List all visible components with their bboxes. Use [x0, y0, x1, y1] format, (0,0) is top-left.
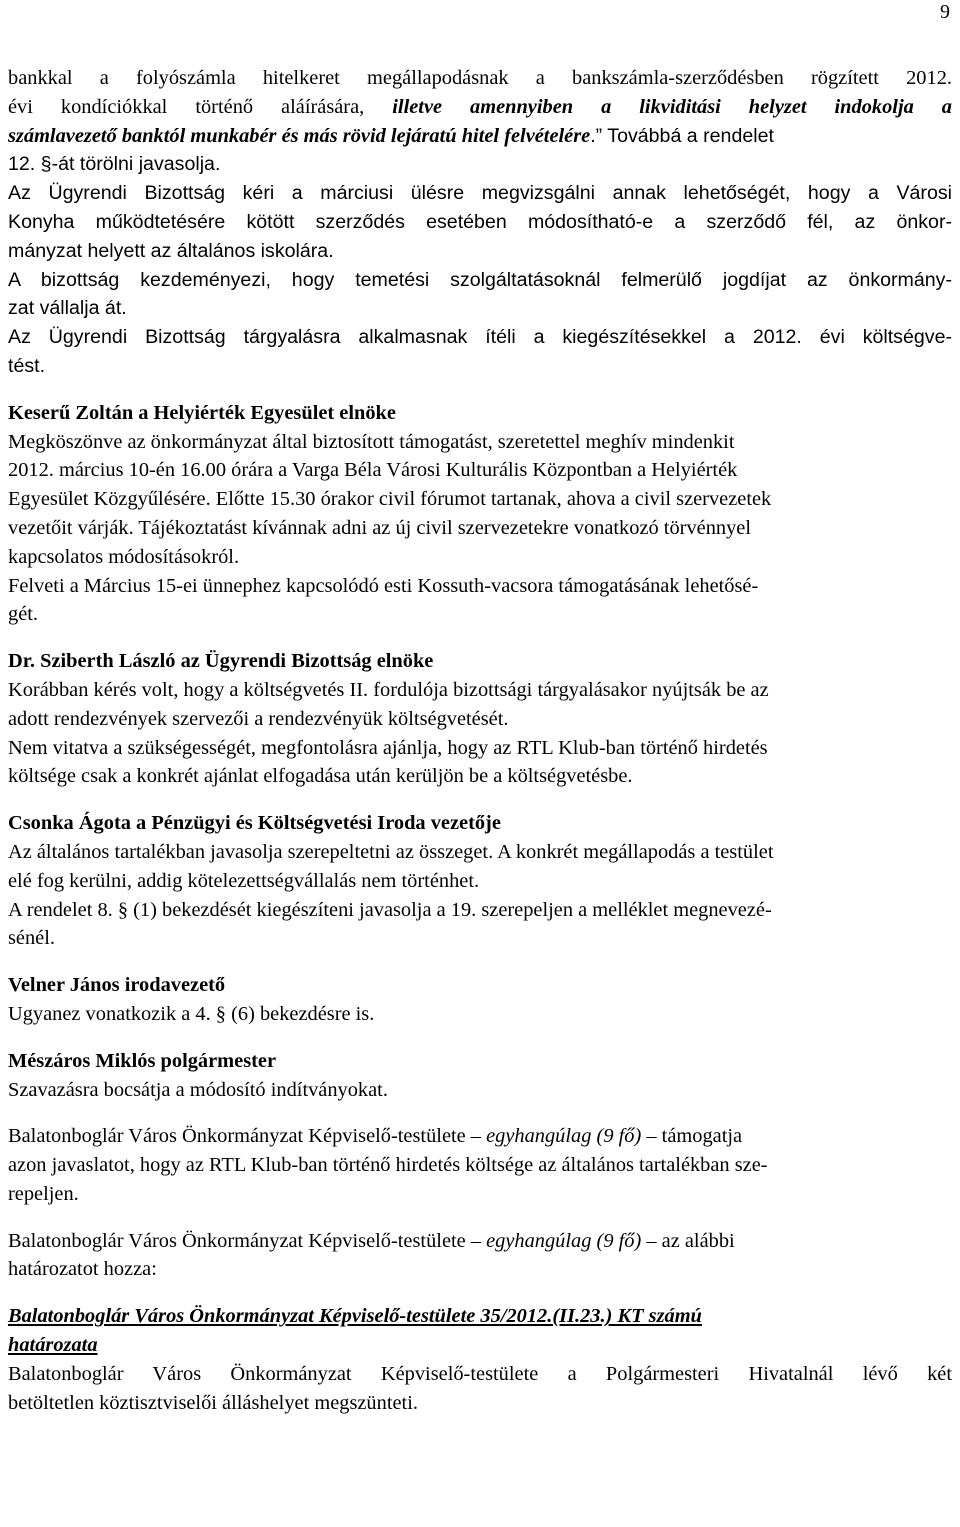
text-span: .” Továbbá a rendelet [590, 124, 774, 147]
italic-span: egyhangúlag (9 fő) [486, 1229, 642, 1252]
vote-support-section [8, 1122, 952, 1208]
paragraph-line: A bizottság kezdeményezi, hogy temetési szolgáltatásoknál felmerülő jogdíjat az önkormány- [8, 268, 952, 291]
paragraph-line: Az Ügyrendi Bizottság kéri a márciusi ülésre megvizsgálni annak lehetőségét, hogy a Városi [8, 182, 952, 205]
spacer [8, 381, 952, 399]
speaker-heading: Keserű Zoltán a Helyiérték Egyesület elnöke [8, 401, 396, 424]
keseru-section [8, 399, 952, 629]
resolution-title: Balatonboglár Város Önkormányzat Képviselő-testülete 35/2012.(II.23.) KT számú [8, 1305, 702, 1328]
paragraph-line: mányzat helyett az általános iskolára. [8, 239, 334, 262]
paragraph-line: bankkal a folyószámla hitelkeret megállapodásnak a bankszámla-szerződésben rögzített 2012. [8, 67, 952, 89]
text-span: – az alábbi [641, 1229, 735, 1252]
paragraph-line: tést. [8, 354, 46, 377]
paragraph-line: Szavazásra bocsátja a módosító indítványokat. [8, 1078, 388, 1101]
intro-section [8, 64, 952, 381]
speaker-heading: Velner János irodavezető [8, 974, 226, 997]
spacer [8, 791, 952, 809]
speaker-heading: Mészáros Miklós polgármester [8, 1049, 277, 1072]
text-span: Balatonboglár Város Önkormányzat Képviselő-testülete – [8, 1229, 487, 1252]
page-number: 9 [940, 1, 950, 23]
sziberth-section [8, 647, 952, 791]
paragraph-line: gét. [8, 603, 39, 626]
paragraph-line: adott rendezvények szervezői a rendezvényük költségvetését. [8, 707, 509, 730]
vote-resolution-section [8, 1227, 952, 1285]
paragraph-line: Felveti a Március 15-ei ünnephez kapcsolódó esti Kossuth-vacsora támogatásának lehetősé- [8, 574, 759, 597]
paragraph-line: A rendelet 8. § (1) bekezdését kiegészíteni javasolja a 19. szerepeljen a melléklet megnevezé- [8, 898, 772, 921]
bold-italic-span: számlavezető banktól munkabér és más rövid lejáratú hitel felvételére [8, 124, 591, 147]
paragraph-line: költsége csak a konkrét ajánlat elfogadása után kerüljön be a költségvetésbe. [8, 765, 633, 788]
paragraph-line: határozatot hozza: [8, 1258, 157, 1281]
paragraph-line: Korábban kérés volt, hogy a költségvetés II. fordulója bizottsági tárgyalásakor nyújtsák be az [8, 678, 769, 701]
paragraph-line: kapcsolatos módosításokról. [8, 545, 240, 568]
paragraph-line: repeljen. [8, 1182, 79, 1205]
bold-italic-span: illetve amennyiben a likviditási helyzet indokolja a [392, 95, 953, 118]
resolution-title: határozata [8, 1334, 98, 1357]
paragraph-line: Az általános tartalékban javasolja szerepeltetni az összeget. A konkrét megállapodás a testület [8, 840, 774, 863]
spacer [8, 1209, 952, 1227]
spacer [8, 629, 952, 647]
text-span: évi kondíciókkal történő aláírására, [8, 95, 393, 118]
paragraph-line [8, 122, 952, 151]
paragraph-line: 12. §-át törölni javasolja. [8, 153, 221, 176]
paragraph-line: Balatonboglár Város Önkormányzat Képviselő-testülete a Polgármesteri Hivatalnál lévő két [8, 1362, 952, 1385]
paragraph-line: 2012. március 10-én 16.00 órára a Varga Béla Városi Kulturális Központban a Helyiérték [8, 459, 738, 482]
italic-span: egyhangúlag (9 fő) [486, 1125, 642, 1148]
spacer [8, 1104, 952, 1122]
paragraph-line: elé fog kerülni, addig kötelezettségvállalás nem történhet. [8, 869, 480, 892]
paragraph-line: Az Ügyrendi Bizottság tárgyalásra alkalmasnak ítéli a kiegészítésekkel a 2012. évi költségve- [8, 326, 952, 349]
meszaros-section [8, 1047, 952, 1105]
spacer [8, 1284, 952, 1302]
paragraph-line [8, 1227, 952, 1256]
spacer [8, 953, 952, 971]
resolution-section [8, 1302, 952, 1417]
paragraph-line: zat vállalja át. [8, 297, 127, 320]
text-span: Balatonboglár Város Önkormányzat Képviselő-testülete – [8, 1125, 487, 1148]
paragraph-line: Konyha működtetésére kötött szerződés esetében módosítható-e a szerződő fél, az önkor- [8, 210, 952, 233]
csonka-section [8, 809, 952, 953]
velner-section [8, 971, 952, 1029]
paragraph-line: sénél. [8, 927, 55, 950]
paragraph-line: Megköszönve az önkormányzat által biztosított támogatást, szeretettel meghív mindenkit [8, 430, 735, 453]
paragraph-line: betöltetlen köztisztviselői álláshelyet megszünteti. [8, 1391, 418, 1414]
paragraph-line: Egyesület Közgyűlésére. Előtte 15.30 órakor civil fórumot tartanak, ahova a civil szervezetek [8, 488, 772, 511]
paragraph-line [8, 93, 952, 122]
text-span: – támogatja [641, 1125, 743, 1148]
speaker-heading: Csonka Ágota a Pénzügyi és Költségvetési Iroda vezetője [8, 812, 501, 835]
paragraph-line: azon javaslatot, hogy az RTL Klub-ban történő hirdetés költsége az általános tartalékban sze- [8, 1154, 768, 1177]
speaker-heading: Dr. Sziberth László az Ügyrendi Bizottság elnöke [8, 650, 434, 673]
paragraph-line: Nem vitatva a szükségességét, megfontolásra ajánlja, hogy az RTL Klub-ban történő hirdetés [8, 736, 768, 759]
paragraph-line: Ugyanez vonatkozik a 4. § (6) bekezdésre is. [8, 1002, 375, 1025]
paragraph-line [8, 1122, 952, 1151]
paragraph-line: vezetőit várják. Tájékoztatást kívánnak adni az új civil szervezetekre vonatkozó törvénnyel [8, 516, 751, 539]
spacer [8, 1029, 952, 1047]
